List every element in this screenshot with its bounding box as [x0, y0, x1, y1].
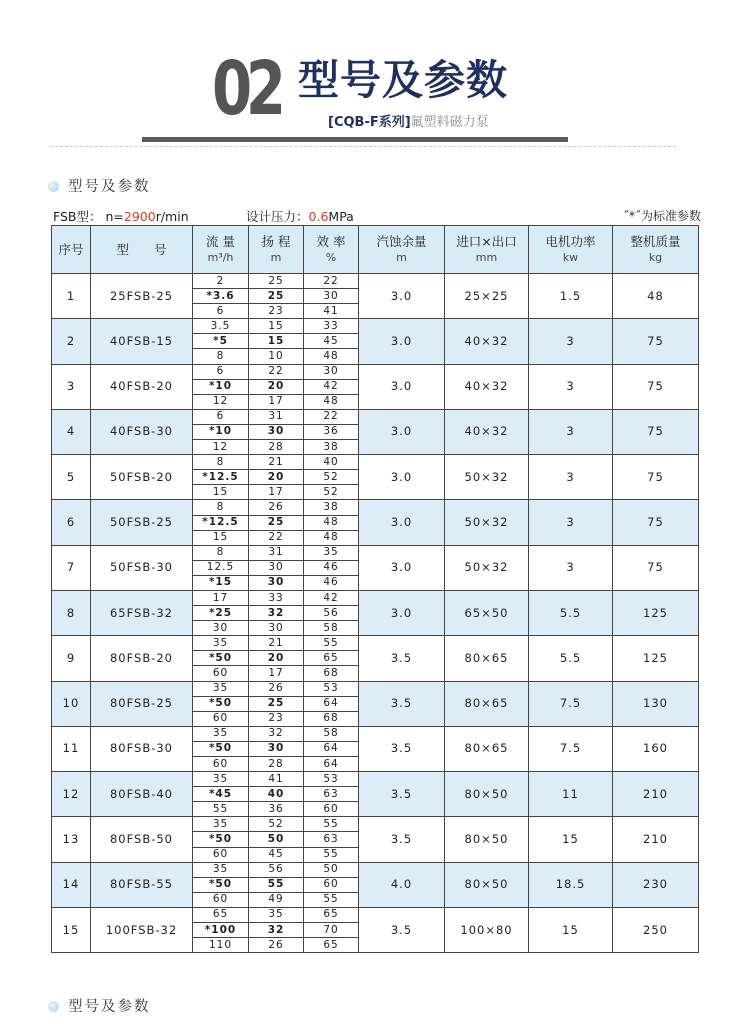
table-row: [52, 274, 699, 289]
pressure-unit: MPa: [328, 209, 354, 224]
row-number-cell: 2: [52, 319, 91, 364]
inlet-outlet-cell: 65×50: [445, 590, 529, 635]
head-cell: 30: [249, 741, 304, 756]
efficiency-cell: 58: [304, 621, 359, 636]
inlet-outlet-cell: 80×50: [445, 772, 529, 817]
flow-cell: 15: [193, 485, 249, 500]
flow-cell: 3.5: [193, 319, 249, 334]
column-header: [613, 226, 699, 274]
table-row: [52, 907, 699, 922]
inlet-outlet-cell: 80×50: [445, 817, 529, 862]
row-number-cell: 12: [52, 772, 91, 817]
flow-cell: 60: [193, 711, 249, 726]
efficiency-cell: 30: [304, 364, 359, 379]
head-cell: 26: [249, 500, 304, 515]
motor-power-cell: 11: [529, 772, 613, 817]
efficiency-cell: 41: [304, 304, 359, 319]
column-header: [529, 226, 613, 274]
motor-power-cell: 3: [529, 409, 613, 454]
head-cell: 10: [249, 349, 304, 364]
row-number-cell: 8: [52, 590, 91, 635]
flow-cell: 12.5: [193, 560, 249, 575]
head-cell: 32: [249, 726, 304, 741]
inlet-outlet-cell: 80×65: [445, 726, 529, 771]
pressure-info: [246, 207, 354, 225]
motor-power-cell: 3: [529, 455, 613, 500]
flow-cell: *25: [193, 606, 249, 621]
column-header-unit: m: [270, 250, 282, 264]
section-heading-text: 型号及参数: [68, 999, 151, 1015]
column-header-label: 效 率: [316, 233, 346, 249]
efficiency-cell: 42: [304, 590, 359, 605]
head-cell: 30: [249, 424, 304, 439]
table-row: [52, 364, 699, 379]
efficiency-cell: 46: [304, 575, 359, 590]
inlet-outlet-cell: 50×32: [445, 455, 529, 500]
head-cell: 20: [249, 379, 304, 394]
motor-power-cell: 3: [529, 364, 613, 409]
model-cell: 50FSB-25: [91, 500, 193, 545]
row-number-cell: 9: [52, 636, 91, 681]
mass-cell: 210: [613, 817, 699, 862]
motor-power-cell: 1.5: [529, 274, 613, 319]
table-row: [52, 455, 699, 470]
table-row: [52, 636, 699, 651]
head-cell: 15: [249, 334, 304, 349]
mass-cell: 125: [613, 590, 699, 635]
head-cell: 36: [249, 802, 304, 817]
model-cell: 80FSB-25: [91, 681, 193, 726]
row-number-cell: 1: [52, 274, 91, 319]
efficiency-cell: 52: [304, 485, 359, 500]
flow-cell: *3.6: [193, 289, 249, 304]
efficiency-cell: 38: [304, 440, 359, 455]
motor-power-cell: 7.5: [529, 726, 613, 771]
head-cell: 20: [249, 651, 304, 666]
model-cell: 80FSB-30: [91, 726, 193, 771]
efficiency-cell: 63: [304, 787, 359, 802]
model-cell: 80FSB-40: [91, 772, 193, 817]
model-cell: 80FSB-55: [91, 862, 193, 907]
model-cell: 40FSB-15: [91, 319, 193, 364]
table-row: [52, 319, 699, 334]
speed-info: [53, 207, 189, 225]
efficiency-cell: 40: [304, 455, 359, 470]
flow-cell: 12: [193, 394, 249, 409]
npsh-cell: 3.5: [359, 772, 445, 817]
column-header-unit: m³/h: [207, 250, 234, 264]
head-cell: 17: [249, 666, 304, 681]
table-row: [52, 409, 699, 424]
npsh-cell: 3.5: [359, 636, 445, 681]
npsh-cell: 4.0: [359, 862, 445, 907]
speed-prefix: n=: [105, 209, 124, 224]
head-cell: 31: [249, 545, 304, 560]
table-row: [52, 726, 699, 741]
head-cell: 25: [249, 696, 304, 711]
efficiency-cell: 38: [304, 500, 359, 515]
column-header-unit: m: [396, 250, 407, 264]
model-cell: 25FSB-25: [91, 274, 193, 319]
inlet-outlet-cell: 40×32: [445, 409, 529, 454]
npsh-cell: 3.0: [359, 590, 445, 635]
motor-power-cell: 7.5: [529, 681, 613, 726]
column-header: [193, 226, 249, 274]
motor-power-cell: 3: [529, 500, 613, 545]
row-number-cell: 4: [52, 409, 91, 454]
flow-cell: 60: [193, 892, 249, 907]
model-cell: 80FSB-50: [91, 817, 193, 862]
flow-cell: 8: [193, 500, 249, 515]
mass-cell: 160: [613, 726, 699, 771]
efficiency-cell: 48: [304, 349, 359, 364]
inlet-outlet-cell: 50×32: [445, 545, 529, 590]
flow-cell: *50: [193, 741, 249, 756]
column-header-label: 型 号: [116, 241, 167, 257]
flow-cell: 35: [193, 726, 249, 741]
inlet-outlet-cell: 40×32: [445, 364, 529, 409]
efficiency-cell: 50: [304, 862, 359, 877]
flow-cell: *50: [193, 832, 249, 847]
row-number-cell: 15: [52, 907, 91, 952]
efficiency-cell: 65: [304, 938, 359, 953]
flow-cell: 8: [193, 545, 249, 560]
head-cell: 21: [249, 455, 304, 470]
column-header: [91, 226, 193, 274]
section-heading-text: 型号及参数: [68, 179, 151, 195]
model-cell: 50FSB-30: [91, 545, 193, 590]
efficiency-cell: 53: [304, 681, 359, 696]
mass-cell: 125: [613, 636, 699, 681]
npsh-cell: 3.0: [359, 409, 445, 454]
head-cell: 45: [249, 847, 304, 862]
head-cell: 55: [249, 877, 304, 892]
npsh-cell: 3.5: [359, 817, 445, 862]
head-cell: 20: [249, 470, 304, 485]
flow-cell: 6: [193, 364, 249, 379]
page-title: 型号及参数: [298, 56, 508, 104]
column-header: [359, 226, 445, 274]
flow-cell: 6: [193, 304, 249, 319]
table-row: [52, 500, 699, 515]
column-header: [249, 226, 304, 274]
bullet-dot-icon: [48, 181, 59, 192]
flow-cell: 35: [193, 636, 249, 651]
motor-power-cell: 3: [529, 545, 613, 590]
spec-table: [51, 225, 699, 953]
efficiency-cell: 48: [304, 394, 359, 409]
flow-cell: 60: [193, 666, 249, 681]
row-number-cell: 6: [52, 500, 91, 545]
flow-cell: *50: [193, 877, 249, 892]
efficiency-cell: 63: [304, 832, 359, 847]
standard-note: ˝*˝为标准参数: [622, 209, 701, 223]
flow-cell: *5: [193, 334, 249, 349]
head-cell: 35: [249, 907, 304, 922]
row-number-cell: 13: [52, 817, 91, 862]
spec-conditions: [53, 207, 701, 225]
page-subtitle: [328, 111, 489, 130]
model-cell: 80FSB-20: [91, 636, 193, 681]
head-cell: 22: [249, 364, 304, 379]
subtitle-desc: 氟塑料磁力泵: [410, 115, 489, 130]
flow-cell: 17: [193, 590, 249, 605]
efficiency-cell: 42: [304, 379, 359, 394]
efficiency-cell: 36: [304, 424, 359, 439]
efficiency-cell: 68: [304, 711, 359, 726]
efficiency-cell: 70: [304, 923, 359, 938]
row-number-cell: 14: [52, 862, 91, 907]
efficiency-cell: 64: [304, 741, 359, 756]
table-row: [52, 590, 699, 605]
inlet-outlet-cell: 80×65: [445, 681, 529, 726]
efficiency-cell: 55: [304, 636, 359, 651]
row-number-cell: 11: [52, 726, 91, 771]
column-header-label: 扬 程: [261, 233, 291, 249]
inlet-outlet-cell: 100×80: [445, 907, 529, 952]
head-cell: 41: [249, 772, 304, 787]
head-cell: 30: [249, 560, 304, 575]
page-header: [0, 0, 750, 150]
flow-cell: 60: [193, 847, 249, 862]
flow-cell: *12.5: [193, 470, 249, 485]
pressure-value: 0.6: [308, 209, 329, 224]
head-cell: 23: [249, 711, 304, 726]
pressure-label: 设计压力：: [246, 209, 309, 224]
mass-cell: 48: [613, 274, 699, 319]
motor-power-cell: 5.5: [529, 636, 613, 681]
flow-cell: *10: [193, 379, 249, 394]
column-header-unit: mm: [475, 250, 498, 264]
efficiency-cell: 33: [304, 319, 359, 334]
speed-value: 2900: [123, 209, 156, 224]
column-header-label: 汽蚀余量: [376, 233, 427, 249]
column-header-label: 整机质量: [630, 233, 681, 249]
flow-cell: 35: [193, 862, 249, 877]
efficiency-cell: 55: [304, 817, 359, 832]
head-cell: 25: [249, 289, 304, 304]
head-cell: 50: [249, 832, 304, 847]
efficiency-cell: 55: [304, 847, 359, 862]
flow-cell: 110: [193, 938, 249, 953]
table-row: [52, 817, 699, 832]
inlet-outlet-cell: 80×50: [445, 862, 529, 907]
inlet-outlet-cell: 50×32: [445, 500, 529, 545]
model-cell: 100FSB-32: [91, 907, 193, 952]
mass-cell: 75: [613, 545, 699, 590]
efficiency-cell: 64: [304, 696, 359, 711]
mass-cell: 250: [613, 907, 699, 952]
head-cell: 17: [249, 394, 304, 409]
inlet-outlet-cell: 25×25: [445, 274, 529, 319]
row-number-cell: 10: [52, 681, 91, 726]
table-row: [52, 681, 699, 696]
head-cell: 32: [249, 606, 304, 621]
table-row: [52, 545, 699, 560]
npsh-cell: 3.0: [359, 545, 445, 590]
subtitle-series: [CQB-F系列]: [328, 115, 411, 130]
header-underline: [142, 137, 568, 142]
efficiency-cell: 22: [304, 274, 359, 289]
npsh-cell: 3.5: [359, 681, 445, 726]
motor-power-cell: 18.5: [529, 862, 613, 907]
head-cell: 28: [249, 757, 304, 772]
motor-power-cell: 15: [529, 817, 613, 862]
column-header-unit: %: [325, 250, 337, 264]
row-number-cell: 7: [52, 545, 91, 590]
npsh-cell: 3.0: [359, 274, 445, 319]
column-header: [445, 226, 529, 274]
motor-power-cell: 3: [529, 319, 613, 364]
head-cell: 30: [249, 621, 304, 636]
mass-cell: 75: [613, 364, 699, 409]
efficiency-cell: 60: [304, 877, 359, 892]
flow-cell: *50: [193, 651, 249, 666]
efficiency-cell: 64: [304, 757, 359, 772]
column-header: [304, 226, 359, 274]
head-cell: 32: [249, 923, 304, 938]
head-cell: 30: [249, 575, 304, 590]
column-header-unit: kw: [562, 250, 579, 264]
efficiency-cell: 65: [304, 651, 359, 666]
efficiency-cell: 35: [304, 545, 359, 560]
efficiency-cell: 22: [304, 409, 359, 424]
flow-cell: *10: [193, 424, 249, 439]
head-cell: 49: [249, 892, 304, 907]
head-cell: 26: [249, 938, 304, 953]
head-cell: 40: [249, 787, 304, 802]
efficiency-cell: 30: [304, 289, 359, 304]
flow-cell: 8: [193, 349, 249, 364]
head-cell: 26: [249, 681, 304, 696]
row-number-cell: 5: [52, 455, 91, 500]
motor-power-cell: 5.5: [529, 590, 613, 635]
npsh-cell: 3.0: [359, 455, 445, 500]
head-cell: 21: [249, 636, 304, 651]
npsh-cell: 3.0: [359, 364, 445, 409]
column-header-label: 进口×出口: [456, 233, 517, 249]
flow-cell: 8: [193, 455, 249, 470]
npsh-cell: 3.0: [359, 319, 445, 364]
flow-cell: *12.5: [193, 515, 249, 530]
flow-cell: 35: [193, 681, 249, 696]
flow-cell: *100: [193, 923, 249, 938]
model-cell: 40FSB-30: [91, 409, 193, 454]
flow-cell: 2: [193, 274, 249, 289]
head-cell: 23: [249, 304, 304, 319]
head-cell: 56: [249, 862, 304, 877]
model-cell: 50FSB-20: [91, 455, 193, 500]
column-header-label: 电机功率: [545, 233, 596, 249]
model-cell: 65FSB-32: [91, 590, 193, 635]
column-header: [52, 226, 91, 274]
flow-cell: 15: [193, 530, 249, 545]
efficiency-cell: 60: [304, 802, 359, 817]
flow-cell: 60: [193, 757, 249, 772]
npsh-cell: 3.0: [359, 500, 445, 545]
efficiency-cell: 48: [304, 530, 359, 545]
table-row: [52, 862, 699, 877]
section-number: 02: [212, 46, 280, 132]
npsh-cell: 3.5: [359, 726, 445, 771]
head-cell: 52: [249, 817, 304, 832]
head-cell: 22: [249, 530, 304, 545]
efficiency-cell: 53: [304, 772, 359, 787]
mass-cell: 75: [613, 409, 699, 454]
efficiency-cell: 68: [304, 666, 359, 681]
row-number-cell: 3: [52, 364, 91, 409]
column-header-unit: kg: [648, 250, 663, 264]
mass-cell: 230: [613, 862, 699, 907]
flow-cell: 55: [193, 802, 249, 817]
spec-table-header: [52, 226, 699, 274]
head-cell: 25: [249, 274, 304, 289]
flow-cell: 35: [193, 817, 249, 832]
efficiency-cell: 46: [304, 560, 359, 575]
mass-cell: 210: [613, 772, 699, 817]
section-heading-top: [48, 175, 151, 196]
column-header-label: 流 量: [206, 233, 235, 249]
flow-cell: *50: [193, 696, 249, 711]
mass-cell: 130: [613, 681, 699, 726]
inlet-outlet-cell: 40×32: [445, 319, 529, 364]
mass-cell: 75: [613, 500, 699, 545]
flow-cell: 30: [193, 621, 249, 636]
efficiency-cell: 55: [304, 892, 359, 907]
flow-cell: 6: [193, 409, 249, 424]
speed-unit: r/min: [155, 209, 189, 224]
head-cell: 17: [249, 485, 304, 500]
efficiency-cell: 48: [304, 515, 359, 530]
head-cell: 28: [249, 440, 304, 455]
flow-cell: *45: [193, 787, 249, 802]
flow-cell: 65: [193, 907, 249, 922]
efficiency-cell: 45: [304, 334, 359, 349]
head-cell: 31: [249, 409, 304, 424]
header-divider: [50, 146, 676, 147]
table-row: [52, 772, 699, 787]
efficiency-cell: 58: [304, 726, 359, 741]
model-cell: 40FSB-20: [91, 364, 193, 409]
flow-cell: 35: [193, 772, 249, 787]
mass-cell: 75: [613, 455, 699, 500]
efficiency-cell: 52: [304, 470, 359, 485]
motor-power-cell: 15: [529, 907, 613, 952]
mass-cell: 75: [613, 319, 699, 364]
npsh-cell: 3.5: [359, 907, 445, 952]
head-cell: 25: [249, 515, 304, 530]
section-heading-bottom: [48, 995, 151, 1016]
inlet-outlet-cell: 80×65: [445, 636, 529, 681]
efficiency-cell: 56: [304, 606, 359, 621]
pump-type-label: FSB型：: [53, 209, 102, 224]
spec-table-body: [52, 274, 699, 953]
flow-cell: 12: [193, 440, 249, 455]
efficiency-cell: 65: [304, 907, 359, 922]
head-cell: 15: [249, 319, 304, 334]
bullet-dot-icon: [48, 1001, 59, 1012]
column-header-label: 序号: [58, 241, 84, 257]
head-cell: 33: [249, 590, 304, 605]
flow-cell: *15: [193, 575, 249, 590]
